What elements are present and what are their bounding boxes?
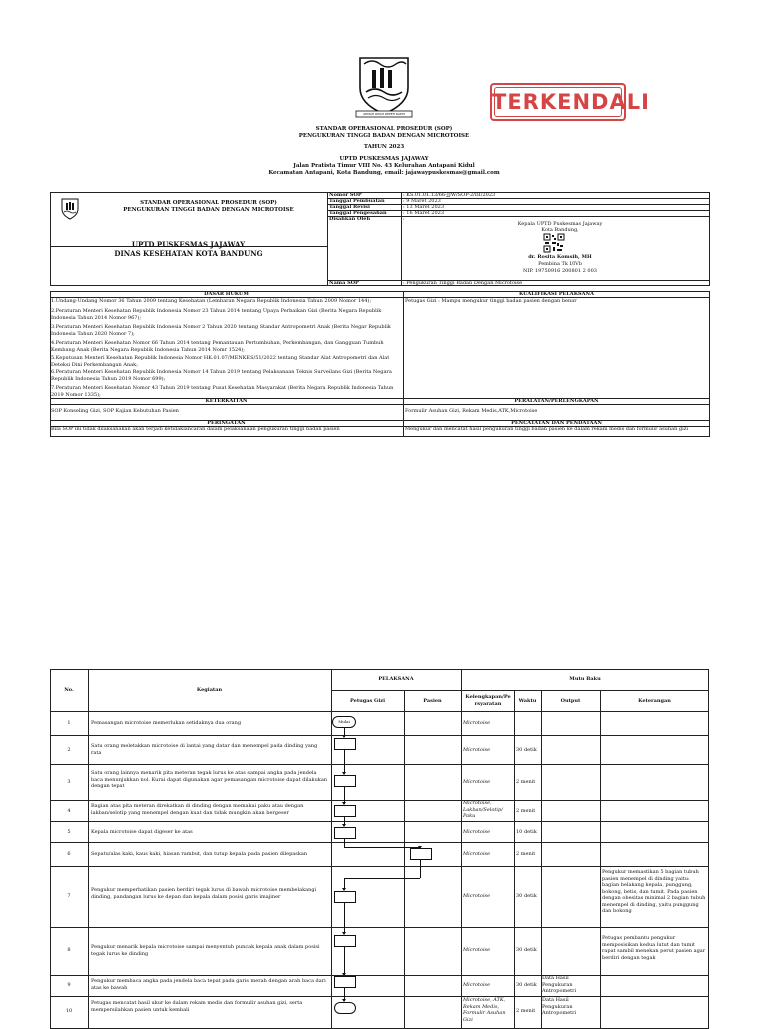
row-10-kelengkapan: Microtoise, ATK, Rekam Medis, Formulir Asuhan Gizi bbox=[463, 997, 506, 1023]
dasar-hukum-4: 4.Peraturan Menteri Kesehatan Nomor 66 Tahun 2014 tentang Pemantauan Pertumbuhan, Perkembangan, dan Gangguan Tumbuh Kembang Anak (Berita Negara Republik Indonesia Tahun 2014 Nomr 1524); bbox=[51, 340, 384, 353]
row-9-output: Data Hasil Pengukuran Antropometri bbox=[542, 975, 577, 994]
info-subtitle: PENGUKURAN TINGGI BADAN DENGAN MICROTOISE bbox=[123, 207, 294, 213]
row-4-waktu: 2 menit bbox=[516, 808, 536, 814]
process-box-2 bbox=[334, 738, 356, 750]
doc-year: TAHUN 2023 bbox=[363, 144, 405, 150]
row-7-kegiatan: Pengukur memperhatikan pasien berdiri tegak lurus di bawah microtoise membelakangi dinding, pandangan lurus ke depan dan kepala dalam posisi garis imajiner bbox=[91, 887, 317, 900]
row-1-kegiatan: Pemasangan microtoise memerlukan setidaknya dua orang bbox=[91, 720, 242, 726]
header-petugas-gizi: Petugas Gizi bbox=[350, 698, 385, 704]
stamp-text: TERKENDALI bbox=[492, 90, 650, 114]
row-5-waktu: 10 detik bbox=[516, 829, 537, 835]
dasar-hukum-title: DASAR HUKUM bbox=[204, 291, 249, 297]
kualifikasi-title: KUALIFIKASI PELAKSANA bbox=[519, 291, 594, 297]
value-tanggal-pengesahan: : 16 Maret 2023 bbox=[403, 210, 444, 216]
value-tanggal-revisi: : 13 Maret 2023 bbox=[403, 204, 444, 210]
row-2-waktu: 30 detik bbox=[516, 747, 537, 753]
header-kegiatan: Kegiatan bbox=[196, 687, 223, 693]
end-terminator bbox=[334, 1002, 356, 1014]
start-label: Mulai bbox=[338, 719, 350, 724]
row-7-waktu: 30 detik bbox=[516, 893, 537, 899]
emblem-icon bbox=[58, 197, 82, 221]
value-disahkan: : bbox=[403, 216, 405, 222]
row-3-waktu: 2 menit bbox=[516, 779, 536, 785]
city-emblem bbox=[350, 52, 418, 120]
keterkaitan-title: KETERKAITAN bbox=[205, 398, 248, 404]
controlled-stamp bbox=[490, 83, 650, 121]
unit-name: UPTD PUSKESMAS JAJAWAY bbox=[131, 240, 246, 249]
row-7-keterangan: Pengukur memastikan 5 bagian tubuh pasien menempel di dinding yaitu: bagian belakang kepala, punggung, bokong, betis, dan tumit. Pada pasien dengan obesitas minimal 2 bagian tubuh menempel di dinding, yaitu punggung dan bokong bbox=[602, 869, 706, 914]
peralatan-text: Formulir Asuhan Gizi, Rekam Medis,ATK,Microtoise bbox=[405, 408, 538, 414]
row-1-kelengkapan: Microtoise bbox=[463, 720, 491, 726]
process-box-8 bbox=[334, 935, 356, 947]
row-10-kegiatan: Petugas mencatat hasil ukur ke dalam rekam medis dan formulir asuhan gizi, serta mempersilahkan pasien untuk kembali bbox=[91, 1000, 303, 1013]
dasar-hukum-7: 7.Peraturan Menteri Kesehatan Nomor 43 Tahun 2019 tentang Pusat Kesehatan Masyarakat (Berita Negara Republik Indonesia Tahun 2019 Nomor 1335); bbox=[51, 385, 394, 398]
row-7-no: 7 bbox=[67, 893, 71, 899]
row-8-no: 8 bbox=[67, 947, 71, 953]
pencatatan-text: Mengukur dan mencatat hasil pengukuran tinggi badan pasien ke dalam rekam medis dan formulir asuhan gizi bbox=[405, 426, 688, 432]
signer-title: Kepala UPTD Puskesmas Jajaway bbox=[517, 221, 603, 227]
qr-code bbox=[543, 233, 565, 253]
row-8-waktu: 30 detik bbox=[516, 947, 537, 953]
row-6-no: 6 bbox=[67, 851, 71, 857]
emblem-icon bbox=[350, 52, 418, 120]
peringatan-title: PERINGATAN bbox=[207, 420, 246, 426]
value-nomor-sop: : KS.01.01.13/66-JJW/SOP-2/III/2023 bbox=[403, 192, 496, 198]
row-7-kelengkapan: Microtoise bbox=[463, 893, 491, 899]
row-4-kelengkapan: Microtoise, Lakban/Selotip/ Paku bbox=[463, 800, 503, 819]
process-box-9 bbox=[334, 976, 356, 988]
signer-rank: Pembina Tk I/IVb bbox=[538, 261, 582, 267]
process-box-7 bbox=[334, 891, 356, 903]
row-10-waktu: 2 menit bbox=[516, 1008, 536, 1014]
header-kelengkapan: Kelengkapan/Pe rsyaratan bbox=[465, 694, 511, 707]
row-3-kegiatan: Satu orang lainnya menarik pita meteran tegak lurus ke atas sampai angka pada jendela baca menunjukkan nol. Kurai dapat digunakan agar pemasangan microtoise dapat dilakukan dengan tepat bbox=[91, 770, 328, 789]
header-waktu: Waktu bbox=[518, 698, 537, 704]
row-4-kegiatan: Bagian atas pita meteran direkatkan di dinding dengan memakai paku atau dengan lakban/selotip yang menempel dengan kuat dan tidak mungkin akan bergeser bbox=[91, 803, 304, 816]
row-8-keterangan: Petugas pembantu pengukur memposisikan kedua lutut dan tumit rapat sambil menekan perut pasien agar berdiri dengan tegak bbox=[602, 935, 706, 961]
row-5-kelengkapan: Microtoise bbox=[463, 829, 491, 835]
row-2-kelengkapan: Microtoise bbox=[463, 747, 491, 753]
label-tanggal-pembuatan: Tanggal Pembuatan bbox=[329, 198, 385, 204]
row-1-no: 1 bbox=[67, 720, 71, 726]
row-2-kegiatan: Satu orang meletakkan microtoise di lantai yang datar dan menempel pada dinding yang rata bbox=[91, 743, 318, 756]
emblem-motto: GEMAH RIPAH REPEH RAPIH bbox=[363, 112, 405, 116]
small-emblem bbox=[58, 197, 82, 221]
org-name: UPTD PUSKESMAS JAJAWAY bbox=[339, 156, 429, 162]
row-9-kelengkapan: Microtoise bbox=[463, 982, 491, 988]
label-nomor-sop: Nomor SOP bbox=[329, 192, 362, 198]
doc-title: STANDAR OPERASIONAL PROSEDUR (SOP) bbox=[315, 126, 453, 132]
peralatan-title: PERALATAN/PERLENGKAPAN bbox=[514, 398, 599, 404]
row-2-no: 2 bbox=[67, 747, 71, 753]
label-tanggal-revisi: Tanggal Revisi bbox=[329, 204, 370, 210]
signer-nip: NIP. 19750916 200801 2 003 bbox=[523, 268, 597, 274]
row-8-kegiatan: Pengukur menarik kepala microtoise sampai menyentuh puncak kepala anak dalam posisi tegak lurus ke dinding bbox=[91, 944, 320, 957]
pencatatan-title: PENCATATAN DAN PENDATAAN bbox=[511, 420, 602, 426]
dasar-hukum-1: 1.Undang-Undang Nomor 36 Tahun 2009 tentang Kesehatan (Lembaran Negara Republik Indonesia Tahun 2009 Nomor 144); bbox=[51, 298, 372, 304]
row-5-no: 5 bbox=[67, 829, 71, 835]
row-9-no: 9 bbox=[67, 982, 71, 988]
kualifikasi-text: Petugas Gizi : Mampu mengukur tinggi badan pasien dengan benar bbox=[405, 298, 577, 304]
row-9-waktu: 30 detik bbox=[516, 982, 537, 988]
label-nama-sop: Nama SOP bbox=[329, 280, 359, 286]
signer-name: dr. Rosita Komsih, MH bbox=[528, 254, 592, 260]
header-pasien: Pasien bbox=[423, 698, 442, 704]
value-nama-sop: : Pengukuran Tinggi Badan Dengan Microtoise bbox=[403, 280, 523, 286]
header-output: Output bbox=[560, 698, 581, 704]
peringatan-text: Bila SOP ini tidak dilaksanakan akan terjadi ketidaklancaran dalam pelaksanaan pengukuran tinggi badan pasien bbox=[51, 426, 340, 432]
process-box-5 bbox=[334, 827, 356, 839]
row-8-kelengkapan: Microtoise bbox=[463, 947, 491, 953]
row-3-no: 3 bbox=[67, 779, 71, 785]
row-6-waktu: 2 menit bbox=[516, 851, 536, 857]
dasar-hukum-5: 5.Keputusan Menteri Kesehatan Republik Indonesia Nomor HK.01.07/MENKES/51/2022 tentang Standar Alat Antropometri dan Alat Deteksi Dini Perkembangan Anak; bbox=[51, 355, 390, 368]
info-title: STANDAR OPERASIONAL PROSEDUR (SOP) bbox=[140, 200, 277, 206]
signer-city: Kota Bandung, bbox=[541, 227, 579, 233]
row-3-kelengkapan: Microtoise bbox=[463, 779, 491, 785]
department-name: DINAS KESEHATAN KOTA BANDUNG bbox=[114, 249, 263, 258]
header-no: No. bbox=[64, 687, 74, 693]
label-tanggal-pengesahan: Tanggal Pengesahan bbox=[329, 210, 387, 216]
process-box-6 bbox=[410, 848, 432, 860]
header-mutu-baku: Mutu Baku bbox=[569, 676, 601, 682]
header-keterangan: Keterangan bbox=[638, 698, 671, 704]
org-address-2: Kecamatan Antapani, Kota Bandung, email: jajawaypuskesmas@gmail.com bbox=[268, 170, 500, 176]
row-6-kegiatan: Sepatu/alas kaki, kaus kaki, hiasan rambut, dan tutup kepala pada pasien dilepaskan bbox=[91, 851, 308, 857]
doc-subtitle: PENGUKURAN TINGGI BADAN DENGAN MICROTOISE bbox=[298, 133, 470, 139]
org-address: Jalan Pratista Timur VIII No. 43 Kelurahan Antapani Kidul bbox=[293, 163, 475, 169]
process-box-4 bbox=[334, 805, 356, 817]
header-pelaksana: PELAKSANA bbox=[378, 676, 414, 682]
keterkaitan-text: SOP Konseling Gizi, SOP Kajian Kebutuhan Pasien bbox=[51, 408, 179, 414]
row-6-kelengkapan: Microtoise bbox=[463, 851, 491, 857]
dasar-hukum-3: 3.Peraturan Menteri Kesehatan Republik Indonesia Nomor 2 Tahun 2020 tentang Standar Antropometri Anak (Berita Negar Republik Indonesia Tahun 2020 Nomor 7); bbox=[51, 324, 391, 337]
row-5-kegiatan: Kepala microtoise dapat digeser ke atas bbox=[91, 829, 193, 835]
qr-icon bbox=[543, 233, 565, 253]
label-disahkan: Disahkan Oleh bbox=[329, 216, 371, 222]
row-4-no: 4 bbox=[67, 808, 71, 814]
dasar-hukum-2: 2.Peraturan Menteri Kesehatan Republik Indonesia Nomor 23 Tahun 2014 tentang Upaya Perbaikan Gizi (Berita Negara Republik Indonesia Tahun 2014 Nomor 967); bbox=[51, 308, 382, 321]
row-10-output: Data Hasil Pengukuran Antropometri bbox=[542, 997, 577, 1016]
value-tanggal-pembuatan: : 9 Maret 2023 bbox=[403, 198, 441, 204]
start-terminator bbox=[332, 716, 356, 728]
row-10-no: 10 bbox=[65, 1008, 73, 1014]
process-box-3 bbox=[334, 775, 356, 787]
row-9-kegiatan: Pengukur membaca angka pada jendela baca tepat pada garis merah dengan arah baca dari atas ke bawah bbox=[91, 978, 326, 991]
dasar-hukum-6: 6.Peraturan Menteri Kesehatan Republik Indonesia Nomor 14 Tahun 2019 tentang Pelaksanaan Teknis Surveilans Gizi (Berita Negara Republik Indonesia Tahun 2019 Nomor 699); bbox=[51, 369, 392, 382]
